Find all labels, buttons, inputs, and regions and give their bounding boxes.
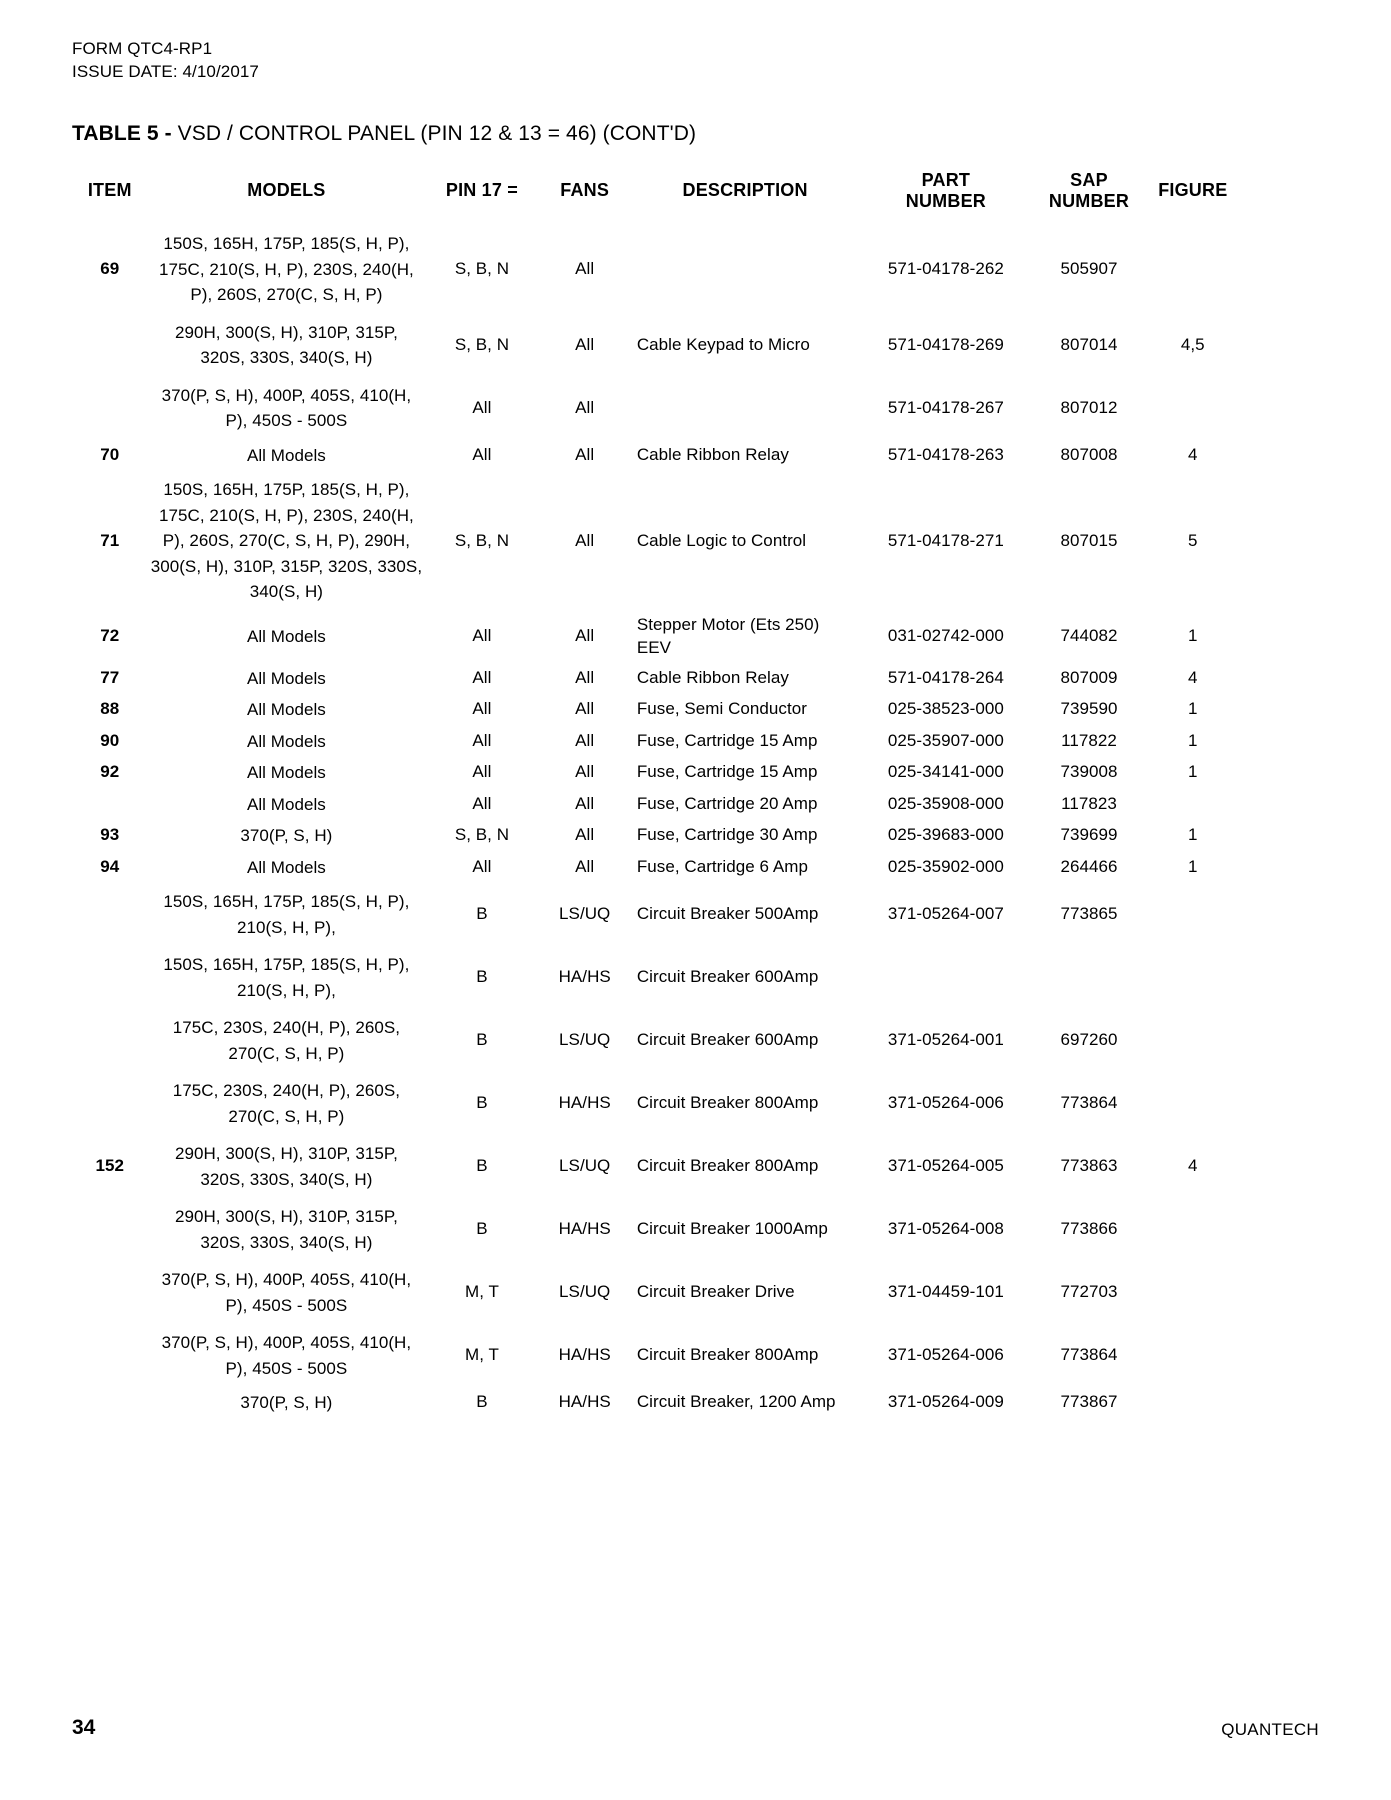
cell-item	[72, 946, 147, 1009]
cell-sap-number: 744082	[1060, 626, 1118, 646]
cell-fans: LS/UQ	[559, 1282, 611, 1302]
cell-description: Circuit Breaker, 1200 Amp	[636, 1392, 836, 1412]
cell-pin17: B	[476, 1219, 488, 1239]
cell-part-number: 371-05264-001	[887, 1030, 1004, 1050]
page-number: 34	[72, 1716, 96, 1739]
cell-figure: 1	[1188, 825, 1198, 845]
cell-fans: All	[575, 825, 595, 845]
cell-pin17: All	[472, 626, 492, 646]
cell-sap-number: 773866	[1060, 1219, 1118, 1239]
cell-item	[72, 1261, 147, 1324]
cell-item	[72, 789, 147, 821]
cell-pin17: All	[472, 667, 492, 687]
cell-sap-number	[1032, 946, 1145, 1009]
cell-item	[72, 1387, 147, 1419]
sap-number-line2: NUMBER	[1048, 190, 1130, 211]
cell-sap-number: 117822	[1061, 730, 1117, 750]
cell-description: Fuse, Cartridge 20 Amp	[636, 793, 818, 813]
cell-figure	[1146, 377, 1240, 440]
cell-models: All Models	[246, 731, 326, 751]
cell-fans: HA/HS	[558, 1392, 611, 1412]
cell-part-number: 025-35908-000	[887, 793, 1004, 813]
cell-part-number: 371-05264-008	[887, 1219, 1004, 1239]
cell-models: 150S, 165H, 175P, 185(S, H, P), 210(S, H, P),	[163, 892, 410, 937]
cell-fans: All	[575, 667, 595, 687]
cell-figure: 4	[1188, 1156, 1198, 1176]
table-row	[72, 440, 1240, 472]
cell-description: Cable Keypad to Micro	[636, 334, 810, 354]
form-number: FORM QTC4-RP1	[72, 39, 213, 58]
cell-part-number: 371-05264-006	[887, 1093, 1004, 1113]
cell-part-number: 025-38523-000	[887, 699, 1004, 719]
cell-models: All Models	[246, 794, 326, 814]
cell-part-number: 031-02742-000	[887, 626, 1004, 646]
part-number-line2: NUMBER	[905, 190, 986, 211]
table-row	[72, 789, 1240, 821]
cell-description: Stepper Motor (Ets 250) EEV	[636, 614, 820, 657]
table-label: TABLE 5 -	[72, 121, 178, 145]
cell-description: Cable Logic to Control	[636, 530, 807, 550]
cell-description: Circuit Breaker 800Amp	[636, 1345, 819, 1365]
cell-fans: All	[575, 793, 595, 813]
cell-models: All Models	[246, 857, 326, 877]
cell-figure	[1146, 1387, 1240, 1419]
cell-description: Fuse, Cartridge 6 Amp	[636, 856, 808, 876]
cell-figure: 1	[1188, 699, 1198, 719]
cell-sap-number: 773864	[1060, 1093, 1118, 1113]
table-row	[72, 1261, 1240, 1324]
cell-pin17: M, T	[465, 1282, 499, 1302]
cell-figure: 4	[1188, 667, 1198, 687]
cell-description: Circuit Breaker 500Amp	[636, 904, 819, 924]
cell-part-number: 571-04178-269	[887, 334, 1004, 354]
column-header-fans: FANS	[560, 180, 610, 201]
table-row	[72, 377, 1240, 440]
cell-models: All Models	[246, 445, 326, 465]
cell-part-number: 571-04178-267	[887, 397, 1004, 417]
table-row	[72, 726, 1240, 758]
cell-pin17: S, B, N	[454, 259, 510, 279]
table-row	[72, 694, 1240, 726]
cell-sap-number: 739590	[1060, 699, 1118, 719]
cell-sap-number: 773865	[1060, 904, 1118, 924]
cell-fans: All	[575, 397, 595, 417]
cell-models: All Models	[246, 763, 326, 783]
cell-models: 150S, 165H, 175P, 185(S, H, P), 175C, 210(S, H, P), 230S, 240(H, P), 260S, 270(C, S, H, P), 290H, 300(S, H), 310P, 315P, 320S, 330S, 340(S, H)	[150, 480, 423, 602]
cell-fans: All	[575, 730, 595, 750]
cell-models: All Models	[246, 668, 326, 688]
table-row	[72, 946, 1240, 1009]
cell-sap-number: 807012	[1060, 397, 1118, 417]
cell-part-number: 371-04459-101	[887, 1282, 1004, 1302]
cell-description: Fuse, Cartridge 30 Amp	[636, 825, 818, 845]
cell-item	[72, 883, 147, 946]
column-header-item: ITEM	[87, 180, 132, 201]
cell-description: Fuse, Cartridge 15 Amp	[636, 762, 818, 782]
cell-figure	[1146, 1261, 1240, 1324]
cell-item: 72	[100, 626, 120, 646]
cell-pin17: B	[476, 1392, 488, 1412]
cell-figure: 4	[1188, 445, 1198, 465]
cell-sap-number: 697260	[1060, 1030, 1118, 1050]
cell-part-number: 371-05264-005	[887, 1156, 1004, 1176]
cell-sap-number: 772703	[1060, 1282, 1118, 1302]
cell-description: Circuit Breaker 800Amp	[636, 1093, 819, 1113]
table-row	[72, 757, 1240, 789]
cell-item: 70	[100, 445, 120, 465]
issue-date: ISSUE DATE: 4/10/2017	[72, 61, 259, 81]
cell-pin17: S, B, N	[454, 334, 510, 354]
table-row	[72, 663, 1240, 695]
cell-pin17: All	[472, 762, 492, 782]
column-header-pin17: PIN 17 =	[445, 180, 519, 201]
cell-models: All Models	[246, 626, 326, 646]
cell-description	[631, 377, 860, 440]
cell-sap-number: 807009	[1060, 667, 1118, 687]
table-row	[72, 820, 1240, 852]
cell-fans: HA/HS	[558, 1093, 611, 1113]
cell-pin17: S, B, N	[454, 530, 510, 550]
cell-part-number: 571-04178-264	[887, 667, 1004, 687]
cell-fans: LS/UQ	[559, 1030, 611, 1050]
cell-item: 77	[100, 667, 120, 687]
cell-fans: HA/HS	[558, 967, 611, 987]
cell-fans: All	[575, 699, 595, 719]
cell-description: Circuit Breaker 600Amp	[636, 1030, 819, 1050]
table-row	[72, 611, 1240, 663]
table-header	[72, 168, 1240, 225]
table-title-text: VSD / CONTROL PANEL (PIN 12 & 13 = 46) (CONT'D)	[177, 121, 697, 145]
cell-models: 370(P, S, H), 400P, 405S, 410(H, P), 450S - 500S	[161, 1270, 412, 1315]
cell-models: 370(P, S, H)	[240, 826, 333, 846]
table-header-row	[72, 168, 1240, 225]
cell-item	[72, 314, 147, 377]
column-header-description: DESCRIPTION	[682, 180, 808, 201]
cell-figure	[1146, 1009, 1240, 1072]
cell-fans: All	[575, 762, 595, 782]
cell-fans: LS/UQ	[559, 904, 611, 924]
cell-figure	[1146, 1072, 1240, 1135]
cell-item: 94	[100, 856, 120, 876]
cell-pin17: All	[472, 793, 492, 813]
cell-part-number: 371-05264-006	[887, 1345, 1004, 1365]
column-header-part-number	[859, 168, 1032, 225]
cell-figure: 5	[1188, 530, 1198, 550]
table-row	[72, 1135, 1240, 1198]
table-body	[72, 225, 1240, 1418]
cell-sap-number: 807014	[1060, 334, 1118, 354]
cell-figure	[1146, 883, 1240, 946]
cell-fans: HA/HS	[558, 1219, 611, 1239]
cell-models: 290H, 300(S, H), 310P, 315P, 320S, 330S, 340(S, H)	[174, 1207, 398, 1252]
cell-item: 152	[95, 1156, 124, 1176]
cell-description: Fuse, Semi Conductor	[636, 699, 807, 719]
cell-sap-number: 117823	[1061, 793, 1117, 813]
sap-number-line1: SAP	[1070, 169, 1108, 190]
cell-fans: All	[575, 334, 595, 354]
cell-description: Circuit Breaker Drive	[636, 1282, 795, 1302]
cell-models: 175C, 230S, 240(H, P), 260S, 270(C, S, H, P)	[172, 1081, 401, 1126]
cell-item: 71	[100, 530, 120, 550]
table-row	[72, 883, 1240, 946]
cell-models: 150S, 165H, 175P, 185(S, H, P), 210(S, H, P),	[163, 955, 410, 1000]
cell-sap-number: 505907	[1060, 259, 1118, 279]
cell-models: 370(P, S, H), 400P, 405S, 410(H, P), 450S - 500S	[161, 1333, 412, 1378]
cell-item: 69	[100, 259, 120, 279]
table-row	[72, 1324, 1240, 1387]
cell-sap-number: 264466	[1060, 856, 1118, 876]
cell-pin17: B	[476, 1030, 488, 1050]
cell-models: 150S, 165H, 175P, 185(S, H, P), 175C, 210(S, H, P), 230S, 240(H, P), 260S, 270(C, S, H, P)	[158, 234, 414, 305]
column-header-models: MODELS	[247, 180, 326, 201]
cell-models: 175C, 230S, 240(H, P), 260S, 270(C, S, H, P)	[172, 1018, 401, 1063]
cell-item	[72, 1324, 147, 1387]
cell-figure: 1	[1188, 856, 1198, 876]
cell-fans: LS/UQ	[559, 1156, 611, 1176]
form-header	[72, 38, 1319, 84]
column-header-sap-number	[1032, 168, 1145, 225]
cell-item	[72, 1072, 147, 1135]
cell-part-number: 025-35907-000	[887, 730, 1004, 750]
cell-figure	[1146, 225, 1240, 314]
table-row	[72, 314, 1240, 377]
cell-models: 370(P, S, H)	[240, 1393, 333, 1413]
cell-models: 290H, 300(S, H), 310P, 315P, 320S, 330S, 340(S, H)	[174, 1144, 398, 1189]
page-footer	[72, 1716, 1319, 1740]
cell-item	[72, 1009, 147, 1072]
cell-description: Fuse, Cartridge 15 Amp	[636, 730, 818, 750]
cell-pin17: All	[472, 730, 492, 750]
cell-part-number: 371-05264-007	[887, 904, 1004, 924]
cell-sap-number: 773863	[1060, 1156, 1118, 1176]
cell-figure: 1	[1188, 626, 1198, 646]
cell-item	[72, 377, 147, 440]
cell-description: Circuit Breaker 800Amp	[636, 1156, 819, 1176]
cell-figure: 1	[1188, 730, 1198, 750]
cell-part-number: 025-34141-000	[887, 762, 1004, 782]
table-row	[72, 225, 1240, 314]
cell-fans: All	[575, 259, 595, 279]
cell-sap-number: 807015	[1060, 530, 1118, 550]
cell-pin17: B	[476, 904, 488, 924]
cell-pin17: B	[476, 1156, 488, 1176]
cell-description: Cable Ribbon Relay	[636, 445, 789, 465]
cell-sap-number: 739008	[1060, 762, 1118, 782]
cell-pin17: M, T	[465, 1345, 499, 1365]
cell-description: Cable Ribbon Relay	[636, 667, 789, 687]
cell-item	[72, 1198, 147, 1261]
cell-part-number	[859, 946, 1032, 1009]
cell-fans: HA/HS	[558, 1345, 611, 1365]
page-title	[72, 122, 1319, 146]
cell-fans: All	[575, 626, 595, 646]
cell-figure	[1146, 1198, 1240, 1261]
cell-pin17: B	[476, 1093, 488, 1113]
parts-table	[72, 168, 1240, 1419]
cell-part-number: 025-35902-000	[887, 856, 1004, 876]
cell-models: 370(P, S, H), 400P, 405S, 410(H, P), 450S - 500S	[161, 385, 412, 431]
cell-figure: 1	[1188, 762, 1198, 782]
cell-fans: All	[575, 856, 595, 876]
cell-part-number: 371-05264-009	[887, 1392, 1004, 1412]
cell-models: 290H, 300(S, H), 310P, 315P, 320S, 330S, 340(S, H)	[174, 322, 398, 368]
cell-sap-number: 739699	[1060, 825, 1118, 845]
cell-fans: All	[575, 445, 595, 465]
cell-figure	[1146, 946, 1240, 1009]
cell-pin17: All	[472, 856, 492, 876]
cell-pin17: All	[472, 699, 492, 719]
cell-pin17: All	[472, 397, 492, 417]
cell-item: 93	[100, 825, 120, 845]
cell-sap-number: 773867	[1060, 1392, 1118, 1412]
cell-part-number: 571-04178-262	[887, 259, 1004, 279]
table-row	[72, 471, 1240, 611]
column-header-figure: FIGURE	[1158, 180, 1228, 201]
cell-figure	[1146, 1324, 1240, 1387]
cell-pin17: All	[472, 445, 492, 465]
cell-part-number: 025-39683-000	[887, 825, 1004, 845]
cell-pin17: B	[476, 967, 488, 987]
cell-part-number: 571-04178-263	[887, 445, 1004, 465]
cell-pin17: S, B, N	[454, 825, 510, 845]
table-row	[72, 1072, 1240, 1135]
cell-figure: 4,5	[1180, 334, 1205, 354]
table-row	[72, 1009, 1240, 1072]
cell-models: All Models	[246, 700, 326, 720]
part-number-line1: PART	[921, 169, 971, 190]
cell-item: 90	[100, 730, 120, 750]
brand-name: QUANTECH	[1221, 1720, 1319, 1739]
cell-description: Circuit Breaker 1000Amp	[636, 1219, 828, 1239]
cell-description: Circuit Breaker 600Amp	[636, 967, 819, 987]
table-row	[72, 852, 1240, 884]
cell-fans: All	[575, 530, 595, 550]
cell-sap-number: 807008	[1060, 445, 1118, 465]
cell-sap-number: 773864	[1060, 1345, 1118, 1365]
cell-item: 88	[100, 699, 120, 719]
table-row	[72, 1198, 1240, 1261]
cell-description	[631, 225, 860, 314]
cell-part-number: 571-04178-271	[887, 530, 1004, 550]
cell-figure	[1146, 789, 1240, 821]
table-row	[72, 1387, 1240, 1419]
cell-item: 92	[100, 762, 120, 782]
